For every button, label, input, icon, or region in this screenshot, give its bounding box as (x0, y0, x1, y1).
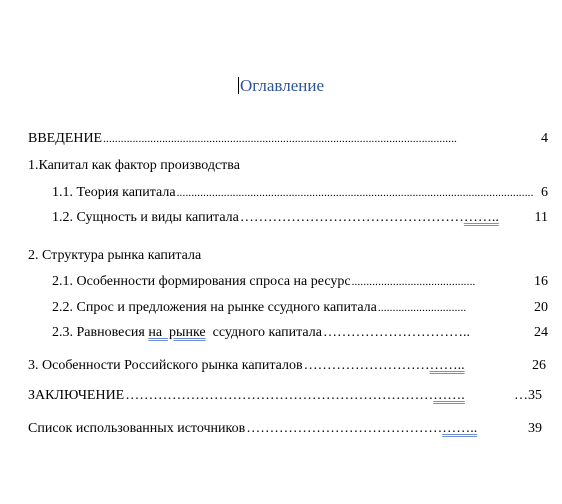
toc-entry-references[interactable] (28, 420, 542, 438)
toc-leader-dots: ………………………….. (322, 325, 470, 340)
toc-leader-dots (240, 209, 534, 227)
toc-entry-text: 1.1. Теория капитала (52, 185, 176, 200)
toc-leader-dots: ......................................................................................................................... (176, 187, 534, 199)
toc-title (0, 76, 562, 96)
toc-entry-chapter-2[interactable] (28, 247, 201, 265)
toc-entry-introduction[interactable] (28, 130, 548, 148)
toc-entry-1-1[interactable] (52, 184, 548, 202)
toc-entry-2-3[interactable] (52, 324, 548, 342)
spell-mark: …….. (463, 210, 499, 225)
toc-page-number: 24 (534, 325, 548, 340)
toc-title-text: Оглавление (240, 76, 324, 95)
toc-page-number: 16 (534, 274, 548, 289)
toc-entry-text-part: 2.3. Равновесия (52, 325, 149, 340)
toc-leader-dots: ........................................................................................................................ (103, 133, 458, 145)
toc-page-number: 4 (541, 131, 548, 146)
toc-page-number: 39 (528, 421, 542, 436)
toc-entry-1-2[interactable] (52, 209, 548, 227)
toc-page-number: 26 (532, 358, 546, 373)
toc-leader-dots: .............................. (377, 302, 467, 314)
toc-entry-conclusion[interactable] (28, 387, 542, 405)
spell-mark: ……. (433, 388, 465, 403)
toc-entry-2-1[interactable] (52, 273, 548, 291)
toc-leader-dots (304, 357, 531, 375)
toc-leader-segment: ………………………………………… (239, 210, 464, 225)
toc-entry-text: 1.Капитал как фактор производства (28, 158, 240, 173)
toc-entry-text (52, 324, 322, 342)
toc-entry-text-part: ссудного капитала (205, 325, 322, 340)
toc-entry-text: 3. Особенности Российского рынка капиталов (28, 358, 303, 373)
toc-entry-chapter-1[interactable] (28, 157, 240, 175)
toc-entry-text: ЗАКЛЮЧЕНИЕ (28, 388, 125, 403)
toc-entry-text: 2. Структура рынка капитала (28, 248, 202, 263)
toc-page-number: …35 (514, 388, 542, 403)
toc-page-number: 6 (541, 185, 548, 200)
toc-entry-text: 2.2. Спрос и предложения на рынке ссудного капитала (52, 300, 377, 315)
toc-entry-text: 1.2. Сущность и виды капитала (52, 210, 239, 225)
toc-entry-text: Список использованных источников (28, 421, 246, 436)
toc-entry-2-2[interactable] (52, 299, 548, 317)
toc-leader-dots (246, 420, 527, 438)
text-cursor (238, 77, 239, 94)
toc-leader-segment: ………………………………………………………… (125, 388, 434, 403)
toc-page-number: 11 (534, 210, 548, 225)
toc-page-number: 20 (534, 300, 548, 315)
spell-mark: на рынке (148, 325, 206, 340)
toc-entry-chapter-3[interactable] (28, 357, 546, 375)
toc-entry-text: ВВЕДЕНИЕ (28, 131, 103, 146)
spell-mark: …….. (429, 358, 465, 373)
toc-leader-segment: ……………………… (303, 358, 430, 373)
toc-leader-dots (125, 387, 513, 405)
spell-mark: …….. (442, 421, 478, 436)
toc-leader-dots: .......................................... (351, 276, 476, 288)
toc-leader-segment: …………………………………… (246, 421, 443, 436)
toc-entry-text: 2.1. Особенности формирования спроса на ресурс (52, 274, 351, 289)
